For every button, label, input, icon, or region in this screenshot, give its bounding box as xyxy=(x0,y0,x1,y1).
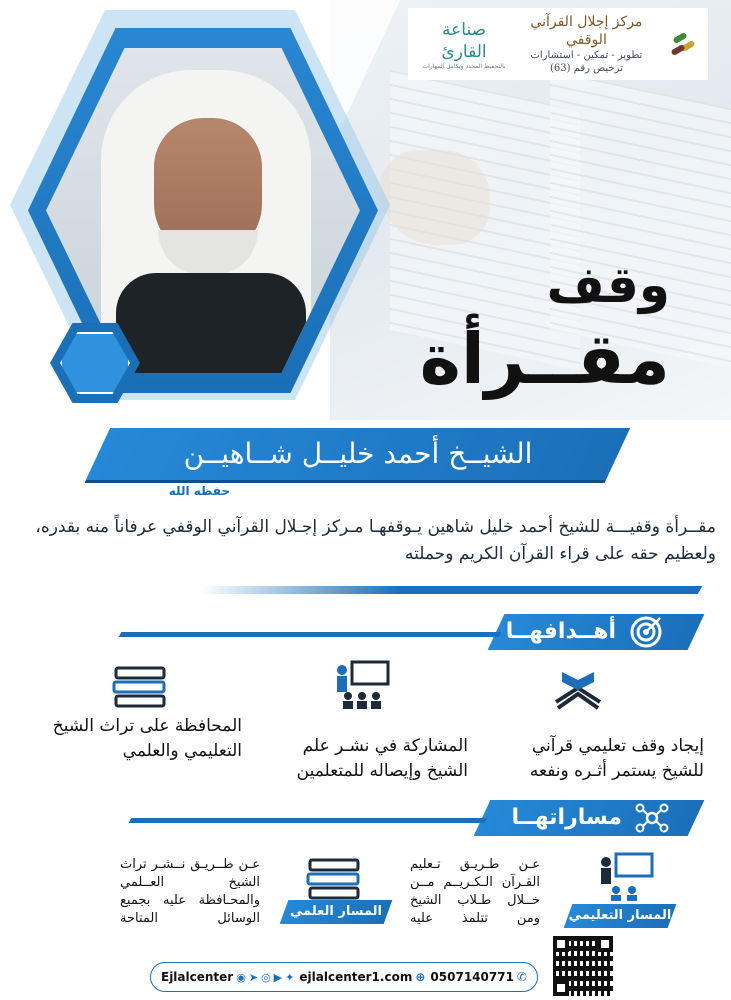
whatsapp-icon: ✆ xyxy=(516,970,527,984)
globe-icon: ⊕ xyxy=(415,970,426,984)
paths-title: مساراتهــا xyxy=(511,805,622,830)
quran-stand-icon xyxy=(548,664,608,714)
goals-header-tail xyxy=(119,632,502,637)
logo-license: ترخيص رقم (63) xyxy=(549,63,623,74)
footer-handle[interactable] xyxy=(161,970,294,984)
goal-item-2: المشاركة في نشـر علم الشيخ وإيصاله للمتعلمين xyxy=(296,736,468,781)
qr-code[interactable] xyxy=(553,936,613,996)
footer-website[interactable] xyxy=(299,970,425,984)
description-text: مقــرأة وقفيـــة للشيخ أحمد خليل شاهين يـوقفهـا مـركز إجـلال القرآني الوقفي عرفاناً منه بقدره، ولعظيم حقه على قراء القرآن الكريم وحملته xyxy=(35,517,716,564)
footer-phone[interactable] xyxy=(430,970,527,984)
scientific-path-icon xyxy=(304,856,364,906)
portrait-robe xyxy=(116,273,306,373)
books-stack-icon xyxy=(110,664,170,714)
instagram-icon[interactable]: ◎ xyxy=(261,970,271,984)
logo-second-title: صناعة القارئ xyxy=(441,19,487,62)
sheikh-name: الشيــخ أحمد خليــل شــاهيــن xyxy=(183,437,533,470)
logos-strip xyxy=(408,8,708,80)
educational-path-label: المسار التعليمي xyxy=(568,908,672,923)
educational-path-desc: عـن طـريـق تـعليم القـرآن الـكـريــم مــن خــلال طـلاب الشيخ ومن تتلمذ عليه xyxy=(410,857,540,926)
scientific-path-desc: عـن طــريـق نــشـر تراث الشيخ العــلمي والمحـافظة عليه بجميع الوسائل المتاحة xyxy=(120,857,260,926)
educational-path-icon xyxy=(596,852,656,902)
logo-main-title: مركز إجلال القرآني الوقفي xyxy=(530,14,643,48)
goal-item-3: المحافظة على تراث الشيخ التعليمي والعلمي xyxy=(52,716,242,761)
goal-item-1: إيجاد وقف تعليمي قرآني للشيخ يستمر أثـره ونفعه xyxy=(529,736,704,781)
paths-header-tail xyxy=(129,818,488,823)
social-icons xyxy=(236,971,294,984)
ejlal-logo-mark-icon xyxy=(669,29,698,59)
logo-main-tagline: تطوير - تمكين - استشارات xyxy=(530,50,643,61)
sheikh-honorific: حفظه الله xyxy=(168,484,230,498)
footer-handle-text: Ejlalcenter xyxy=(161,970,234,984)
headline-waqf: وقف xyxy=(546,256,670,314)
network-icon xyxy=(634,800,670,836)
sinaat-alqari-logo xyxy=(418,19,510,70)
twitter-icon[interactable]: ✦ xyxy=(285,970,295,984)
headline-maqraa: مقــرأة xyxy=(419,318,670,400)
snapchat-icon[interactable]: ◉ xyxy=(236,970,246,984)
contact-footer xyxy=(150,962,538,992)
goals-title: أهــدافهــا xyxy=(505,619,616,644)
footer-phone-text: 0507140771 xyxy=(430,970,514,984)
youtube-icon[interactable]: ▶ xyxy=(273,970,283,984)
logo-second-tagline: بالتحفيظ المجدد وتكامل المهارات xyxy=(422,62,506,70)
ejlal-center-logo xyxy=(510,13,698,75)
scientific-path-label: المسار العلمي xyxy=(289,904,383,919)
telegram-icon[interactable]: ➤ xyxy=(248,970,259,984)
section-divider xyxy=(198,586,703,594)
target-icon xyxy=(628,614,664,650)
teaching-board-icon xyxy=(332,660,392,710)
footer-website-text: ejlalcenter1.com xyxy=(299,970,413,984)
